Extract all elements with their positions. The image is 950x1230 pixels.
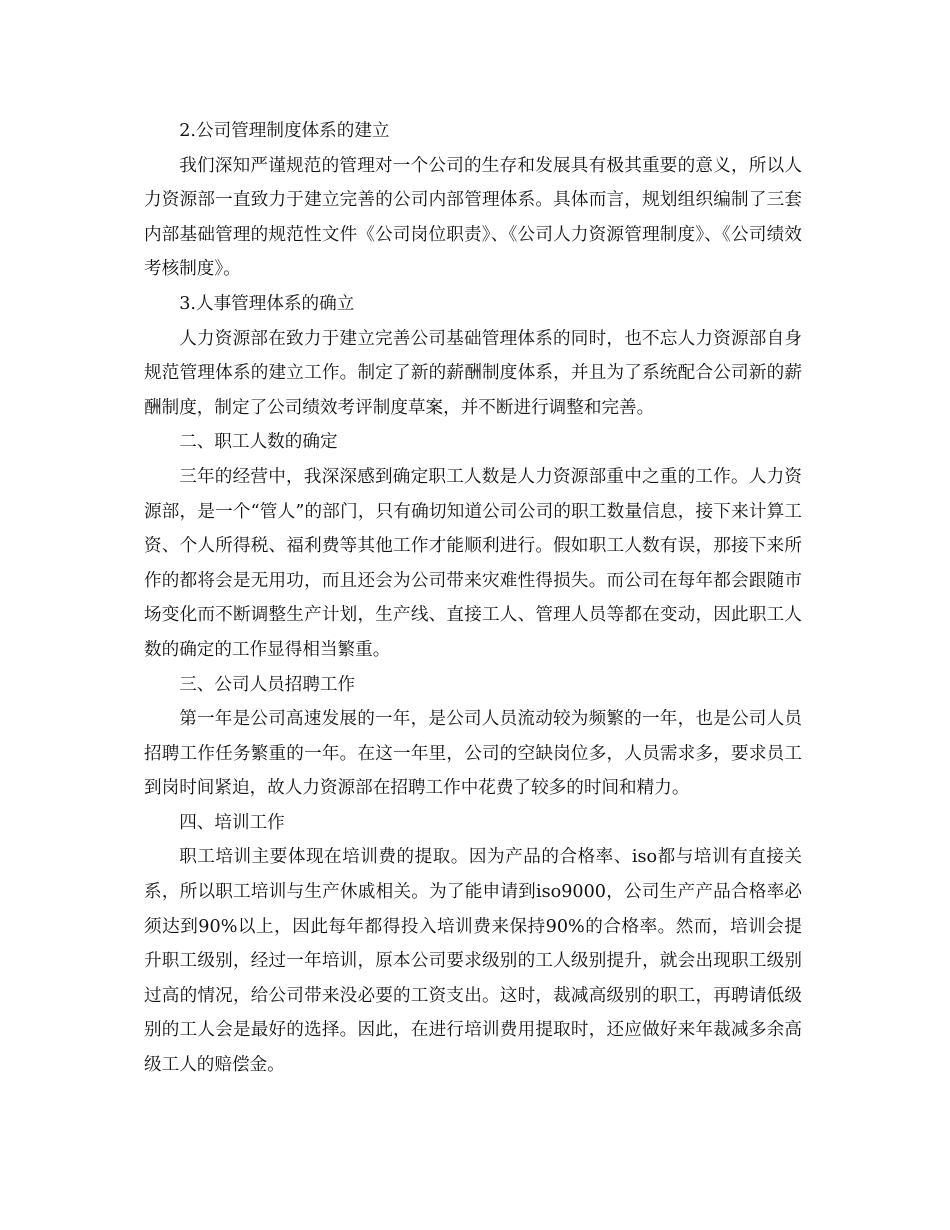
section-heading-recruitment: 三、公司人员招聘工作: [179, 674, 356, 695]
paragraph-training: 职工培训主要体现在培训费的提取。因为产品的合格率、iso都与培训有直接关系，所以职工培训与生产休戚相关。为了能申请到iso9000，公司生产产品合格率必须达到90%以上，因此每年都得投入培训费来保持90%的合格率。然而，培训会提升职工级别，经过一年培训，原本公司要求级别的工人级别提升，就会出现职工级别过高的情况，给公司带来没必要的工资支出。这时，裁减高级别的职工，再聘请低级别的工人会是最好的选择。因此，在进行培训费用提取时，还应做好来年裁减多余高级工人的赔偿金。: [144, 847, 802, 1076]
document-body: [144, 114, 802, 1083]
paragraph-recruitment: 第一年是公司高速发展的一年，是公司人员流动较为频繁的一年，也是公司人员招聘工作任务繁重的一年。在这一年里，公司的空缺岗位多，人员需求多，要求员工到岗时间紧迫，故人力资源部在招聘工作中花费了较多的时间和精力。: [144, 709, 802, 799]
paragraph-management-system: 我们深知严谨规范的管理对一个公司的生存和发展具有极其重要的意义，所以人力资源部一直致力于建立完善的公司内部管理体系。具体而言，规划组织编制了三套内部基础管理的规范性文件《公司岗位职责》、《公司人力资源管理制度》、《公司绩效考核制度》。: [144, 155, 802, 280]
paragraph-staff-count: 三年的经营中，我深深感到确定职工人数是人力资源部重中之重的工作。人力资源部，是一个“管人”的部门，只有确切知道公司公司的职工数量信息，接下来计算工资、个人所得税、福利费等其他工作才能顺利进行。假如职工人数有误，那接下来所作的都将会是无用功，而且还会为公司带来灾难性得损失。而公司在每年都会跟随市场变化而不断调整生产计划，生产线、直接工人、管理人员等都在变动，因此职工人数的确定的工作显得相当繁重。: [144, 466, 802, 660]
section-heading-training: 四、培训工作: [179, 812, 285, 833]
section-heading-management-system: 2.公司管理制度体系的建立: [179, 121, 390, 141]
section-heading-personnel-system: 3.人事管理体系的确立: [179, 293, 355, 314]
section-heading-staff-count: 二、职工人数的确定: [179, 432, 338, 453]
paragraph-personnel-system: 人力资源部在致力于建立完善公司基础管理体系的同时，也不忘人力资源部自身规范管理体系的建立工作。制定了新的薪酬制度体系，并且为了系统配合公司新的薪酬制度，制定了公司绩效考评制度草案，并不断进行调整和完善。: [144, 328, 802, 418]
